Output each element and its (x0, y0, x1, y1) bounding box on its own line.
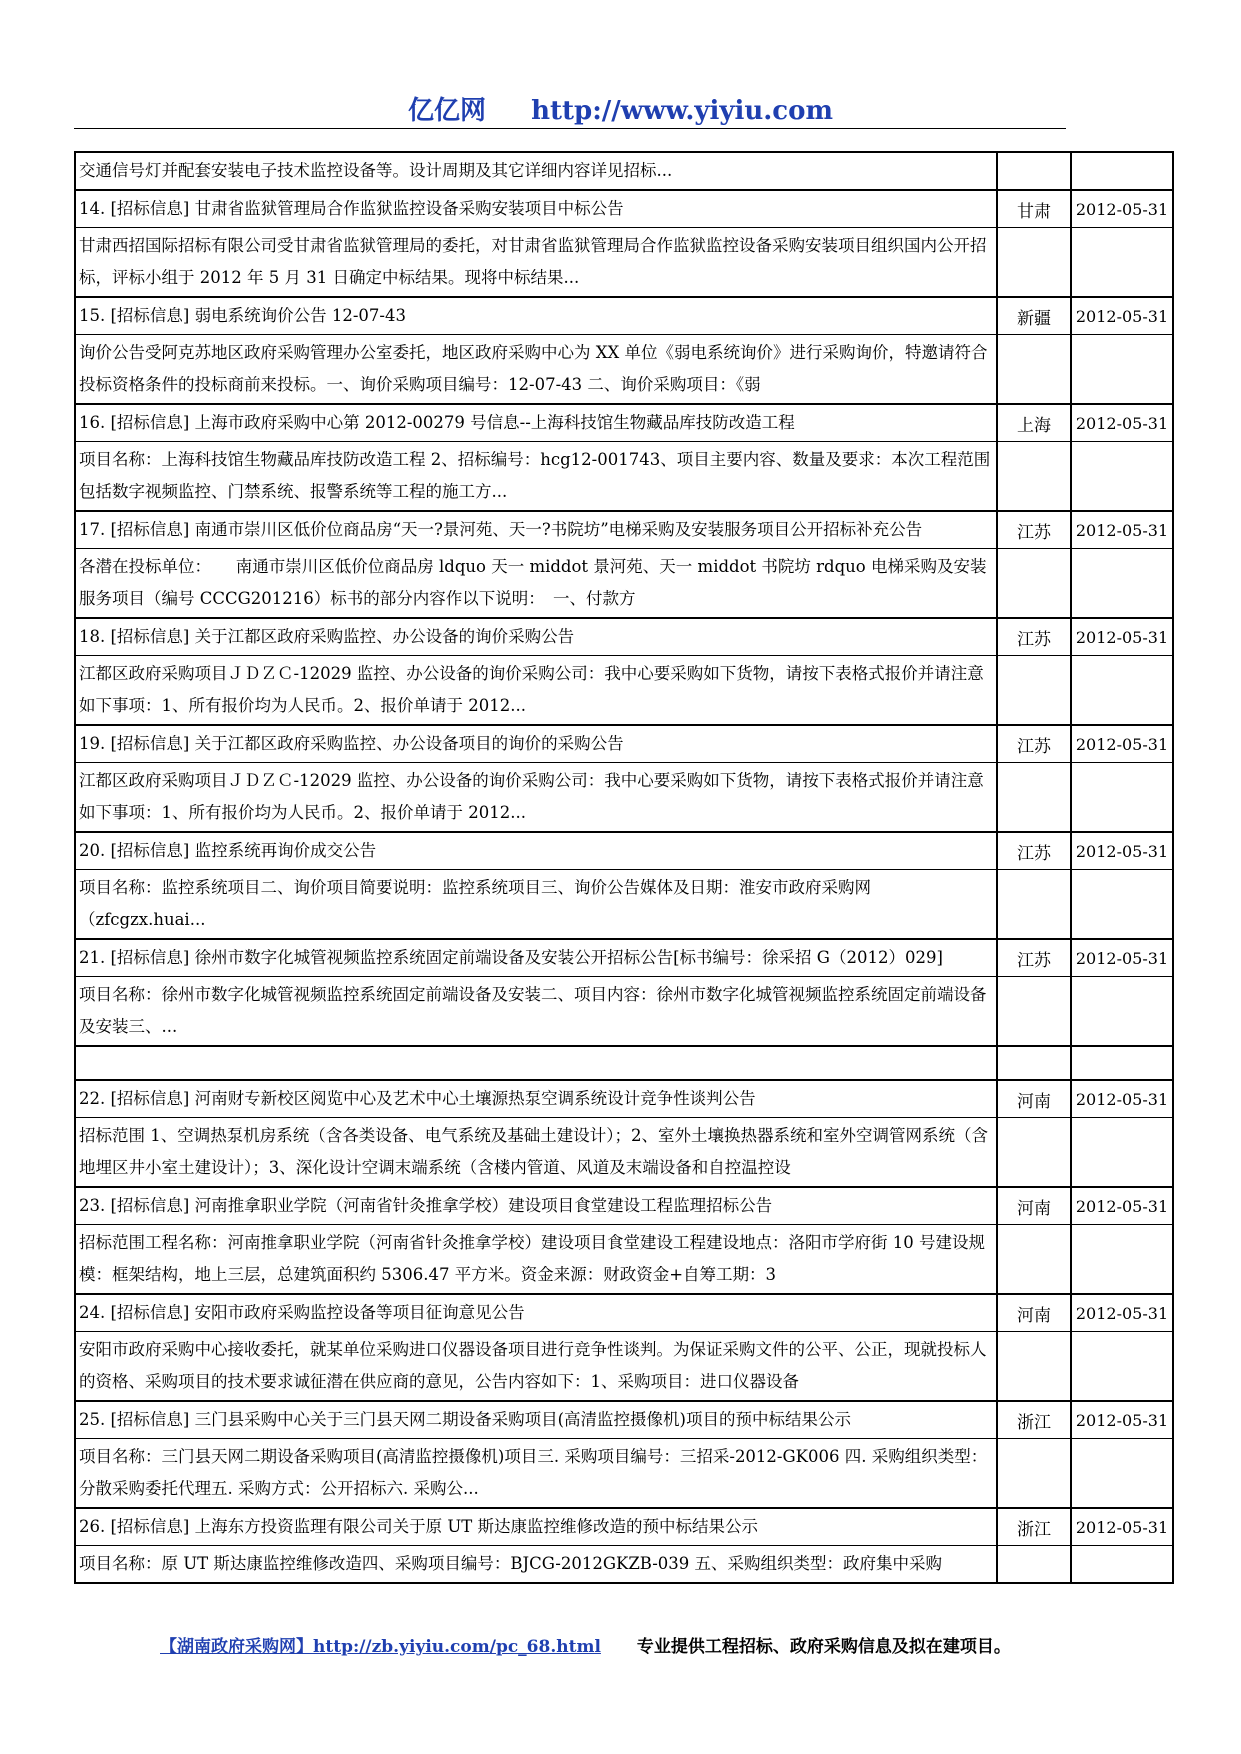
empty-cell (1072, 153, 1172, 189)
entry-title-row (76, 189, 1172, 227)
empty-cell (998, 870, 1072, 938)
empty-cell (1072, 656, 1172, 724)
entry-province: 新疆 (998, 298, 1072, 334)
entry-province: 江苏 (998, 940, 1072, 976)
empty-cell (998, 442, 1072, 510)
entry-title[interactable]: 22. [招标信息] 河南财专新校区阅览中心及艺术中心土壤源热泵空调系统设计竞争性谈判公告 (76, 1081, 998, 1117)
entry-date: 2012-05-31 (1075, 1303, 1169, 1323)
entry-description: 项目名称：监控系统项目二、询价项目简要说明：监控系统项目三、询价公告媒体及日期：淮安市政府采购网（zfcgzx.huai... (76, 870, 998, 938)
entry-title[interactable]: 25. [招标信息] 三门县采购中心关于三门县天网二期设备采购项目(高清监控摄像机)项目的预中标结果公示 (76, 1402, 998, 1438)
entry-title[interactable]: 23. [招标信息] 河南推拿职业学院（河南省针灸推拿学校）建设项目食堂建设工程监理招标公告 (76, 1188, 998, 1224)
entry-date: 2012-05-31 (1075, 948, 1169, 968)
entry-description: 询价公告受阿克苏地区政府采购管理办公室委托，地区政府采购中心为 XX 单位《弱电系统询价》进行采购询价，特邀请符合投标资格条件的投标商前来投标。一、询价采购项目编号：12-07-43 二、询价采购项目：《弱 (76, 335, 998, 403)
entry-title-row (76, 617, 1172, 655)
entry-province: 浙江 (998, 1509, 1072, 1545)
empty-cell (1072, 977, 1172, 1045)
entry-province: 河南 (998, 1295, 1072, 1331)
empty-cell (998, 1047, 1072, 1079)
entry-description: 招标范围 1、空调热泵机房系统（含各类设备、电气系统及基础土建设计）；2、室外土壤换热器系统和室外空调管网系统（含地埋区井小室土建设计）；3、深化设计空调末端系统（含楼内管道、风道及末端设备和自控温控设 (76, 1118, 998, 1186)
entry-description: 江都区政府采购项目ＪＤＺＣ-12029 监控、办公设备的询价采购公司：我中心要采购如下货物，请按下表格式报价并请注意如下事项：1、所有报价均为人民币。2、报价单请于 2012... (76, 656, 998, 724)
entry-desc-row (76, 655, 1172, 724)
results-table (74, 151, 1174, 1584)
empty-cell (998, 228, 1072, 296)
entry-title-row (76, 510, 1172, 548)
entry-province: 河南 (998, 1081, 1072, 1117)
entry-title[interactable]: 16. [招标信息] 上海市政府采购中心第 2012-00279 号信息--上海科技馆生物藏品库技防改造工程 (76, 405, 998, 441)
empty-cell (998, 763, 1072, 831)
entry-description: 项目名称：原 UT 斯达康监控维修改造四、采购项目编号：BJCG-2012GKZB-039 五、采购组织类型：政府集中采购 (76, 1546, 998, 1582)
entry-title[interactable]: 15. [招标信息] 弱电系统询价公告 12-07-43 (76, 298, 998, 334)
empty-cell (1072, 870, 1172, 938)
entry-desc-row (76, 1117, 1172, 1186)
empty-cell (1072, 335, 1172, 403)
entry-date: 2012-05-31 (1075, 520, 1169, 540)
entry-title-row (76, 1400, 1172, 1438)
entry-desc-row (76, 1224, 1172, 1293)
site-name: 亿亿网 (408, 96, 487, 126)
entry-province: 浙江 (998, 1402, 1072, 1438)
empty-cell (998, 1439, 1072, 1507)
entry-date: 2012-05-31 (1075, 1089, 1169, 1109)
entry-title-row (76, 831, 1172, 869)
empty-cell (998, 656, 1072, 724)
entry-title[interactable]: 26. [招标信息] 上海东方投资监理有限公司关于原 UT 斯达康监控维修改造的预中标结果公示 (76, 1509, 998, 1545)
empty-cell (76, 1047, 998, 1079)
entry-title-row (76, 1507, 1172, 1545)
entry-title-row (76, 938, 1172, 976)
empty-cell (1072, 1225, 1172, 1293)
empty-cell (1072, 549, 1172, 617)
entry-title[interactable]: 20. [招标信息] 监控系统再询价成交公告 (76, 833, 998, 869)
empty-cell (998, 977, 1072, 1045)
entry-desc-row (76, 1545, 1172, 1582)
empty-cell (1072, 442, 1172, 510)
footer-site-link[interactable]: 【湖南政府采购网】 (160, 1637, 313, 1657)
entry-title-row (76, 403, 1172, 441)
entry-date: 2012-05-31 (1075, 413, 1169, 433)
empty-cell (1072, 1118, 1172, 1186)
page-footer (160, 1632, 1011, 1657)
entry-desc-row (76, 1331, 1172, 1400)
entry-title-row (76, 1186, 1172, 1224)
entry-date: 2012-05-31 (1075, 1517, 1169, 1537)
entry-description: 甘肃西招国际招标有限公司受甘肃省监狱管理局的委托，对甘肃省监狱管理局合作监狱监控设备采购安装项目组织国内公开招标，评标小组于 2012 年 5 月 31 日确定中标结果。现将中标结果... (76, 228, 998, 296)
entry-description: 项目名称：三门县天网二期设备采购项目(高清监控摄像机)项目三. 采购项目编号：三招采-2012-GK006 四. 采购组织类型：分散采购委托代理五. 采购方式：公开招标六. 采购公... (76, 1439, 998, 1507)
empty-cell (998, 549, 1072, 617)
page-header (0, 90, 1241, 127)
empty-cell (1072, 1439, 1172, 1507)
entry-date: 2012-05-31 (1075, 734, 1169, 754)
entry-description: 项目名称：徐州市数字化城管视频监控系统固定前端设备及安装二、项目内容：徐州市数字化城管视频监控系统固定前端设备及安装三、... (76, 977, 998, 1045)
entry-title[interactable]: 19. [招标信息] 关于江都区政府采购监控、办公设备项目的询价的采购公告 (76, 726, 998, 762)
entry-title[interactable]: 14. [招标信息] 甘肃省监狱管理局合作监狱监控设备采购安装项目中标公告 (76, 191, 998, 227)
spacer-row (76, 1045, 1172, 1079)
entry-date: 2012-05-31 (1075, 627, 1169, 647)
entry-desc-row (76, 869, 1172, 938)
site-url[interactable]: http://www.yiyiu.com (531, 96, 833, 126)
entry-description: 安阳市政府采购中心接收委托，就某单位采购进口仪器设备项目进行竞争性谈判。为保证采购文件的公平、公正，现就投标人的资格、采购项目的技术要求诚征潜在供应商的意见，公告内容如下：1、采购项目：进口仪器设备 (76, 1332, 998, 1400)
entry-desc-row (76, 548, 1172, 617)
entry-description: 江都区政府采购项目ＪＤＺＣ-12029 监控、办公设备的询价采购公司：我中心要采购如下货物，请按下表格式报价并请注意如下事项：1、所有报价均为人民币。2、报价单请于 2012... (76, 763, 998, 831)
entry-desc-row (76, 153, 1172, 189)
entry-date: 2012-05-31 (1075, 199, 1169, 219)
entry-province: 甘肃 (998, 191, 1072, 227)
entry-title[interactable]: 18. [招标信息] 关于江都区政府采购监控、办公设备的询价采购公告 (76, 619, 998, 655)
entry-description: 各潜在投标单位： 南通市崇川区低价位商品房 ldquo 天一 middot 景河苑、天一 middot 书院坊 rdquo 电梯采购及安装服务项目（编号 CCCG201216）标书的部分内容作以下说明： 一、付款方 (76, 549, 998, 617)
entry-province: 上海 (998, 405, 1072, 441)
empty-cell (1072, 1047, 1172, 1079)
entry-desc-row (76, 441, 1172, 510)
entry-title-row (76, 724, 1172, 762)
empty-cell (1072, 763, 1172, 831)
entry-province: 江苏 (998, 619, 1072, 655)
empty-cell (998, 1225, 1072, 1293)
entry-desc-row (76, 976, 1172, 1045)
entry-description: 交通信号灯并配套安装电子技术监控设备等。设计周期及其它详细内容详见招标... (76, 153, 998, 189)
entry-date: 2012-05-31 (1075, 841, 1169, 861)
entry-title[interactable]: 24. [招标信息] 安阳市政府采购监控设备等项目征询意见公告 (76, 1295, 998, 1331)
entry-description: 招标范围工程名称：河南推拿职业学院（河南省针灸推拿学校）建设项目食堂建设工程建设地点：洛阳市学府街 10 号建设规模：框架结构，地上三层，总建筑面积约 5306.47 平方米。资金来源：财政资金+自筹工期：3 (76, 1225, 998, 1293)
entry-title-row (76, 1293, 1172, 1331)
empty-cell (998, 1332, 1072, 1400)
header-rule (74, 128, 1066, 129)
entry-title-row (76, 296, 1172, 334)
entry-desc-row (76, 334, 1172, 403)
entry-date: 2012-05-31 (1075, 306, 1169, 326)
entry-date: 2012-05-31 (1075, 1410, 1169, 1430)
entry-date: 2012-05-31 (1075, 1196, 1169, 1216)
entry-title-row (76, 1079, 1172, 1117)
empty-cell (998, 153, 1072, 189)
entry-province: 江苏 (998, 726, 1072, 762)
empty-cell (998, 335, 1072, 403)
entry-desc-row (76, 762, 1172, 831)
empty-cell (1072, 228, 1172, 296)
entry-desc-row (76, 227, 1172, 296)
empty-cell (998, 1546, 1072, 1582)
empty-cell (998, 1118, 1072, 1186)
footer-tagline: 专业提供工程招标、政府采购信息及拟在建项目。 (636, 1637, 1011, 1657)
entry-title[interactable]: 17. [招标信息] 南通市崇川区低价位商品房“天一?景河苑、天一?书院坊”电梯采购及安装服务项目公开招标补充公告 (76, 512, 998, 548)
footer-url-link[interactable]: http://zb.yiyiu.com/pc_68.html (313, 1637, 601, 1657)
entry-province: 江苏 (998, 512, 1072, 548)
entry-province: 河南 (998, 1188, 1072, 1224)
entry-title[interactable]: 21. [招标信息] 徐州市数字化城管视频监控系统固定前端设备及安装公开招标公告[标书编号：徐采招 G（2012）029] (76, 940, 998, 976)
entry-description: 项目名称：上海科技馆生物藏品库技防改造工程 2、招标编号：hcg12-001743、项目主要内容、数量及要求：本次工程范围包括数字视频监控、门禁系统、报警系统等工程的施工方... (76, 442, 998, 510)
empty-cell (1072, 1546, 1172, 1582)
entry-province: 江苏 (998, 833, 1072, 869)
empty-cell (1072, 1332, 1172, 1400)
entry-desc-row (76, 1438, 1172, 1507)
